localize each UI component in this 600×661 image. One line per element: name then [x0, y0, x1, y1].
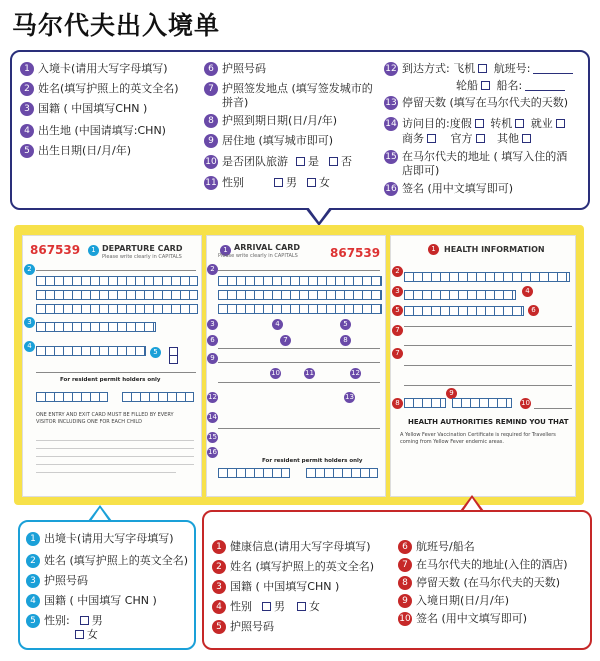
name-field[interactable]	[36, 276, 198, 286]
checkbox[interactable]	[274, 178, 283, 187]
guide-item-12b: 轮船 船名:	[456, 79, 565, 93]
departure-guide-item-5: 5 性别: 男	[26, 614, 103, 628]
health-guide-item-9: 9 入境日期(日/月/年)	[398, 594, 509, 608]
guide-item-11: 11 性别 男 女	[205, 176, 330, 189]
guide-item-10: 10 是否团队旅游 是 否	[205, 155, 352, 168]
health-guide-item-1: 1 健康信息(请用大写字母填写)	[212, 540, 371, 554]
checkbox[interactable]	[522, 134, 531, 143]
health-guide-item-4: 4 性别 男 女	[212, 600, 320, 614]
name-field[interactable]	[36, 290, 198, 300]
nationality-field[interactable]	[36, 346, 146, 356]
guide-item-12: 12 到达方式: 飞机 航班号:	[384, 62, 573, 76]
checkbox[interactable]	[297, 602, 306, 611]
guide-item-5: 5 出生日期(日/月/年)	[20, 144, 131, 158]
checkbox[interactable]	[478, 64, 487, 73]
guide-item-15: 15 在马尔代夫的地址 ( 填写入住的酒 店即可)	[385, 150, 568, 177]
health-guide-item-7: 7 在马尔代夫的地址(入住的酒店)	[398, 558, 568, 572]
departure-card-title: DEPARTURE CARD	[102, 244, 183, 253]
guide-item-14b: 商务 官方 其他	[402, 132, 534, 146]
departure-guide-item-2: 2 姓名 (填写护照上的英文全名)	[26, 554, 188, 568]
marker-1: 1	[88, 245, 99, 256]
checkbox[interactable]	[481, 81, 490, 90]
checkbox[interactable]	[556, 119, 565, 128]
guide-item-8: 8 护照到期日期(日/月/年)	[204, 114, 337, 128]
passport-field[interactable]	[36, 322, 156, 332]
health-guide-item-2: 2 姓名 (填写护照上的英文全名)	[212, 560, 374, 574]
guide-item-16: 16 签名 (用中文填写即可)	[385, 182, 514, 195]
checkbox[interactable]	[307, 178, 316, 187]
guide-item-9: 9 居住地 (填写城市即可)	[204, 134, 333, 148]
guide-item-7: 7 护照签发地点 (填写签发城市的 拼音)	[204, 82, 373, 110]
checkbox[interactable]	[296, 157, 305, 166]
checkbox[interactable]	[80, 616, 89, 625]
checkbox[interactable]	[427, 134, 436, 143]
departure-guide-item-1: 1 出境卡(请用大写字母填写)	[26, 532, 174, 546]
guide-item-6: 6 护照号码	[204, 62, 266, 76]
checkbox[interactable]	[515, 119, 524, 128]
departure-guide-item-4: 4 国籍 ( 中国填写 CHN )	[26, 594, 157, 608]
checkbox[interactable]	[75, 630, 84, 639]
checkbox[interactable]	[262, 602, 271, 611]
checkbox[interactable]	[475, 119, 484, 128]
health-guide-item-8: 8 停留天数 (在马尔代夫的天数)	[398, 576, 560, 590]
health-guide-item-5: 5 护照号码	[212, 620, 274, 634]
health-card-title: HEALTH INFORMATION	[444, 245, 545, 254]
arrival-card-title: ARRIVAL CARD	[234, 243, 301, 252]
checkbox[interactable]	[329, 157, 338, 166]
name-field[interactable]	[36, 304, 198, 314]
departure-serial: 867539	[30, 243, 81, 257]
health-guide-item-3: 3 国籍 ( 中国填写CHN )	[212, 580, 339, 594]
guide-item-14: 14 访问目的:度假 转机 就业	[384, 117, 568, 131]
guide-item-13: 13 停留天数 (填写在马尔代夫的天数)	[385, 96, 569, 109]
health-remind-heading: HEALTH AUTHORITIES REMIND YOU THAT	[408, 418, 569, 426]
departure-card	[22, 235, 202, 497]
health-guide-item-10: 10 签名 (用中文填写即可)	[399, 612, 528, 625]
arrival-serial: 867539	[330, 246, 381, 260]
health-guide-item-6: 6 航班号/船名	[398, 540, 475, 554]
guide-item-4: 4 出生地 (中国请填写:CHN)	[20, 124, 166, 138]
guide-item-3: 3 国籍 ( 中国填写CHN )	[20, 102, 147, 116]
guide-item-1: 1 入境卡(请用大写字母填写)	[20, 62, 168, 76]
departure-guide-item-3: 3 护照号码	[26, 574, 88, 588]
checkbox[interactable]	[169, 355, 178, 364]
guide-item-2: 2 姓名(填写护照上的英文全名)	[20, 82, 179, 96]
checkbox[interactable]	[476, 134, 485, 143]
page-title: 马尔代夫出入境单	[12, 11, 221, 40]
